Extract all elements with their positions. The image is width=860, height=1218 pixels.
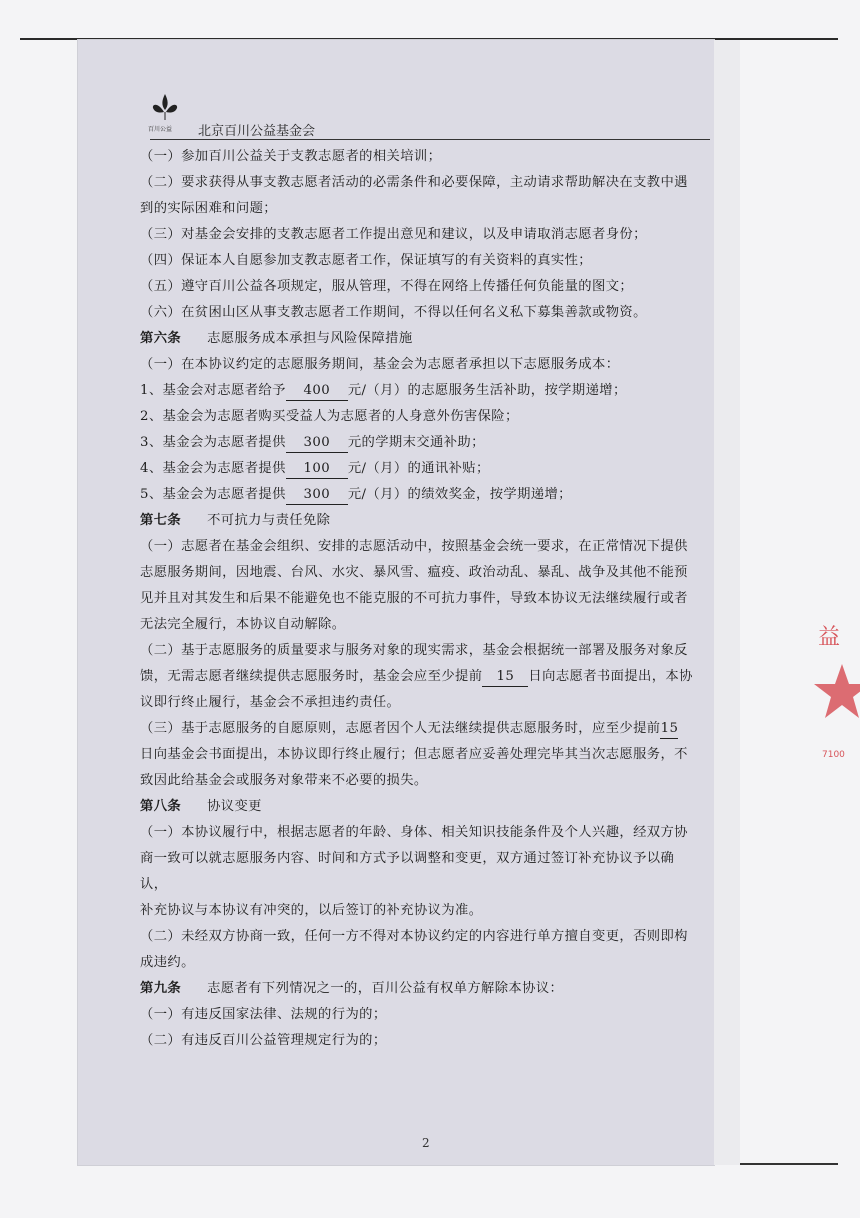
article-6-heading: [140, 326, 700, 352]
article-8-para-1a: （一）本协议履行中，根据志愿者的年龄、身体、相关知识技能条件及个人兴趣，经双方协: [140, 825, 688, 840]
header-divider: [150, 139, 710, 140]
letterhead: [150, 92, 710, 140]
living-subsidy-amount: 400: [286, 382, 348, 401]
notice-days-foundation: 15: [482, 668, 528, 687]
obligation-4: （四）保证本人自愿参加支教志愿者工作，保证填写的有关资料的真实性；: [140, 253, 592, 268]
article-9-heading: [140, 976, 700, 1002]
cost-item-4: 4、基金会为志愿者提供 100 元/（月）的通讯补贴；: [140, 456, 700, 482]
article-7-para-3c: 致因此给基金会或服务对象带来不必要的损失。: [140, 773, 428, 788]
article-7-para-2b: 馈，无需志愿者继续提供志愿服务时，基金会应至少提前 15 日向志愿者书面提出，本协: [140, 664, 700, 690]
article-8-para-2b: 成违约。: [140, 955, 195, 970]
article-9-title: 志愿者有下列情况之一的，百川公益有权单方解除本协议：: [207, 981, 564, 996]
article-7-heading: [140, 508, 700, 534]
article-7-para-1c: 见并且对其发生和后果不能避免也不能克服的不可抗力事件，导致本协议无法继续履行或者: [140, 591, 688, 606]
cost-item-1: 1、基金会对志愿者给予 400 元/（月）的志愿服务生活补助，按学期递增；: [140, 378, 700, 404]
article-7-title: 不可抗力与责任免除: [207, 513, 331, 528]
phone-subsidy-amount: 100: [286, 460, 348, 479]
article-7-para-1b: 志愿服务期间，因地震、台风、水灾、暴风雪、瘟疫、政治动乱、暴乱、战争及其他不能预: [140, 565, 688, 580]
article-9-number: 第九条: [140, 981, 182, 996]
scan-bottom-border: [740, 1163, 838, 1165]
article-8-para-2a: （二）未经双方协商一致，任何一方不得对本协议约定的内容进行单方擅自变更，否则即构: [140, 929, 688, 944]
transport-subsidy-amount: 300: [286, 434, 348, 453]
obligation-1: （一）参加百川公益关于支教志愿者的相关培训；: [140, 149, 442, 164]
cost-item-5: 5、基金会为志愿者提供 300 元/（月）的绩效奖金，按学期递增；: [140, 482, 700, 508]
article-7-para-2a: （二）基于志愿服务的质量要求与服务对象的现实需求，基金会根据统一部署及服务对象反: [140, 643, 688, 658]
obligation-3: （三）对基金会安排的支教志愿者工作提出意见和建议，以及申请取消志愿者身份；: [140, 227, 647, 242]
scan-margin-strip: [714, 40, 740, 1165]
article-8-heading: [140, 794, 700, 820]
article-8-para-1c: 补充协议与本协议有冲突的，以后签订的补充协议为准。: [140, 903, 483, 918]
seal-character: 益: [818, 625, 841, 650]
obligation-2b: 到的实际困难和问题；: [140, 201, 277, 216]
article-7-para-1d: 无法完全履行，本协议自动解除。: [140, 617, 346, 632]
organization-name: 北京百川公益基金会: [198, 124, 316, 139]
logo-caption: 百川公益: [148, 126, 173, 133]
article-8-title: 协议变更: [207, 799, 262, 814]
cost-item-3: 3、基金会为志愿者提供 300 元的学期末交通补助；: [140, 430, 700, 456]
article-7-para-1a: （一）志愿者在基金会组织、安排的志愿活动中，按照基金会统一要求，在正常情况下提供: [140, 539, 688, 554]
article-7-para-3b: 日向基金会书面提出，本协议即行终止履行；但志愿者应妥善处理完毕其当次志愿服务，不: [140, 747, 688, 762]
article-7-para-2c: 议即行终止履行，基金会不承担违约责任。: [140, 695, 401, 710]
seal-star-icon: [812, 662, 860, 722]
article-6-title: 志愿服务成本承担与风险保障措施: [207, 331, 413, 346]
obligation-2a: （二）要求获得从事支教志愿者活动的必需条件和必要保障，主动请求帮助解决在支教中遇: [140, 175, 688, 190]
red-seal-stamp: [812, 600, 860, 780]
article-9-item-2: （二）有违反百川公益管理规定行为的；: [140, 1033, 387, 1048]
agreement-body: [140, 144, 700, 1054]
article-6-number: 第六条: [140, 331, 182, 346]
page-number: 2: [422, 1136, 430, 1150]
article-7-number: 第七条: [140, 513, 182, 528]
performance-bonus-amount: 300: [286, 486, 348, 505]
notice-days-volunteer: 15: [660, 720, 678, 739]
article-9-item-1: （一）有违反国家法律、法规的行为的；: [140, 1007, 387, 1022]
article-8-number: 第八条: [140, 799, 182, 814]
article-8-para-1b: 商一致可以就志愿服务内容、时间和方式予以调整和变更，双方通过签订补充协议予以确认，: [140, 851, 675, 892]
cost-item-2: 2、基金会为志愿者购买受益人为志愿者的人身意外伤害保险；: [140, 409, 519, 424]
article-7-para-3a: （三）基于志愿服务的自愿原则，志愿者因个人无法继续提供志愿服务时，应至少提前15: [140, 716, 700, 742]
obligation-6: （六）在贫困山区从事支教志愿者工作期间，不得以任何名义私下募集善款或物资。: [140, 305, 647, 320]
obligation-5: （五）遵守百川公益各项规定，服从管理，不得在网络上传播任何负能量的图文；: [140, 279, 634, 294]
article-6-intro: （一）在本协议约定的志愿服务期间，基金会为志愿者承担以下志愿服务成本：: [140, 357, 620, 372]
seal-number: 7100: [822, 750, 845, 760]
